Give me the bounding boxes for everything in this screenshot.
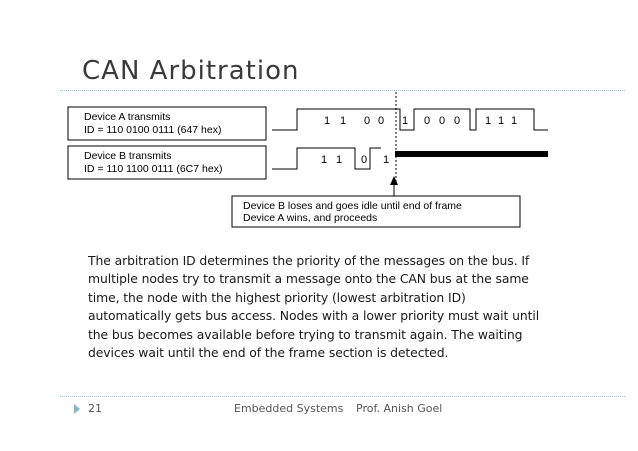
device-a-label-line2: ID = 110 0100 0111 (647 hex)	[84, 124, 222, 136]
slide-title: CAN Arbitration	[82, 56, 300, 86]
device-a-bit: 0	[363, 115, 371, 127]
device-b-bit: 1	[335, 154, 343, 166]
footer-author: Prof. Anish Goel	[356, 402, 443, 415]
arbitration-arrow-head	[390, 176, 398, 185]
device-a-bit: 1	[323, 115, 331, 127]
device-b-bit: 0	[360, 154, 368, 166]
device-a-bit: 0	[453, 115, 461, 127]
callout-line1: Device B loses and goes idle until end of frame	[243, 200, 462, 212]
callout-line2: Device A wins, and proceeds	[243, 212, 378, 224]
device-a-bit: 0	[377, 115, 385, 127]
device-b-label-line1: Device B transmits	[84, 150, 172, 162]
device-b-label-line2: ID = 110 1100 0111 (6C7 hex)	[84, 163, 223, 175]
page-number: 21	[88, 402, 102, 415]
device-a-bit: 1	[497, 115, 505, 127]
device-a-bit: 1	[339, 115, 347, 127]
device-a-waveform	[272, 109, 548, 130]
device-b-bit: 1	[320, 154, 328, 166]
device-a-bit: 1	[484, 115, 492, 127]
device-b-bit: 1	[382, 154, 390, 166]
footer-arrow-icon	[74, 404, 80, 414]
device-a-bit: 1	[510, 115, 518, 127]
body-paragraph: The arbitration ID determines the priority of the messages on the bus. If multiple nodes try to transmit a message onto the CAN bus at the same time, the node with the highest priority (lowest arbitration ID) automatically gets bus access. Nodes with a lower priority must wait until the bus becomes available before trying to transmit again. The waiting devices wait until the end of the frame section is detected.	[88, 253, 540, 361]
device-a-bit: 0	[423, 115, 431, 127]
device-b-idle-bar	[395, 151, 548, 157]
footer-divider	[60, 396, 625, 397]
device-a-bit: 0	[438, 115, 446, 127]
device-a-bit: 1	[401, 115, 409, 127]
device-a-label-line1: Device A transmits	[84, 111, 171, 123]
footer-course: Embedded Systems	[234, 402, 344, 415]
